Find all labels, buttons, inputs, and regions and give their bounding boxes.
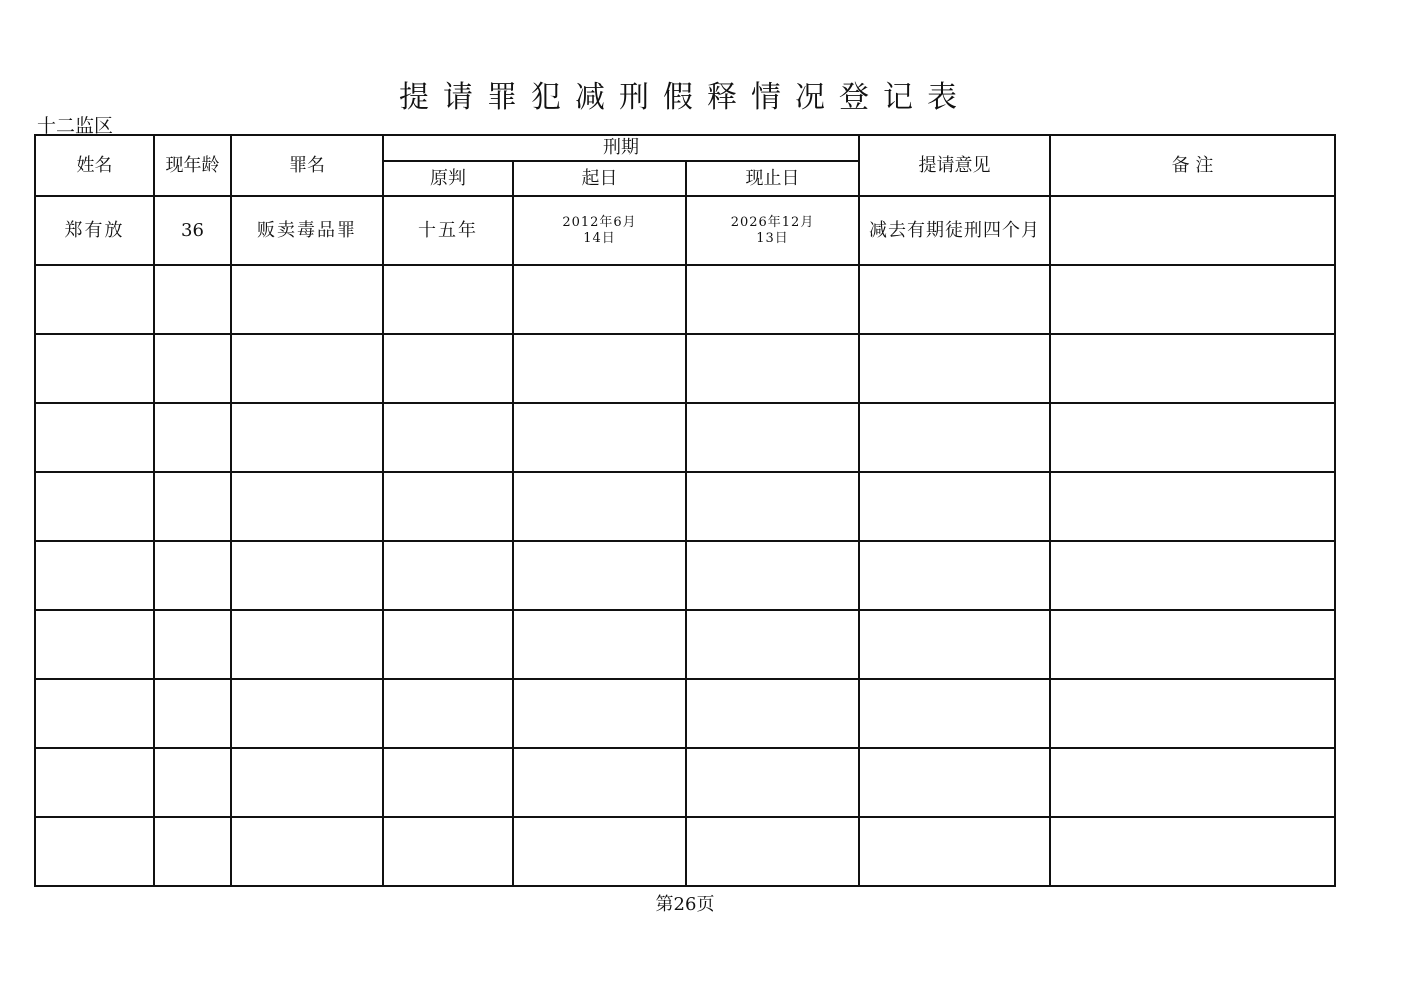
empty-cell [231, 610, 383, 679]
empty-cell [1050, 265, 1335, 334]
empty-table-row [35, 265, 1335, 334]
empty-cell [154, 541, 231, 610]
empty-table-row [35, 748, 1335, 817]
empty-cell [383, 610, 513, 679]
empty-cell [383, 265, 513, 334]
cell-end-date [686, 196, 859, 265]
table-row [35, 196, 1335, 265]
empty-cell [686, 403, 859, 472]
empty-cell [859, 403, 1050, 472]
empty-cell [859, 679, 1050, 748]
header-remarks: 备 注 [1050, 135, 1335, 196]
cell-start-date [513, 196, 686, 265]
empty-cell [513, 472, 686, 541]
empty-cell [1050, 472, 1335, 541]
empty-cell [859, 541, 1050, 610]
empty-cell [686, 265, 859, 334]
empty-cell [859, 817, 1050, 886]
empty-cell [154, 472, 231, 541]
empty-cell [513, 403, 686, 472]
empty-cell [383, 403, 513, 472]
empty-cell [513, 541, 686, 610]
page-title: 提请罪犯减刑假释情况登记表 [399, 80, 971, 115]
empty-cell [513, 610, 686, 679]
empty-cell [686, 472, 859, 541]
empty-table-row [35, 541, 1335, 610]
empty-cell [231, 265, 383, 334]
empty-table-row [35, 817, 1335, 886]
district-label: 十二监区 [37, 115, 114, 137]
empty-cell [35, 610, 154, 679]
header-end-date: 现止日 [686, 161, 859, 196]
register-table [34, 134, 1336, 887]
cell-crime: 贩卖毒品罪 [231, 196, 383, 265]
empty-cell [859, 610, 1050, 679]
empty-cell [859, 748, 1050, 817]
empty-cell [383, 748, 513, 817]
start-date-line-1: 2012年6月 [562, 214, 637, 230]
end-date-line-2: 13日 [756, 230, 789, 246]
empty-cell [231, 748, 383, 817]
start-date-line-2: 14日 [583, 230, 616, 246]
empty-cell [513, 265, 686, 334]
empty-cell [1050, 541, 1335, 610]
header-original: 原判 [383, 161, 513, 196]
empty-cell [231, 334, 383, 403]
empty-cell [513, 817, 686, 886]
empty-cell [35, 541, 154, 610]
header-sentence-group: 刑期 [383, 135, 859, 161]
cell-original: 十五年 [383, 196, 513, 265]
empty-cell [35, 265, 154, 334]
empty-cell [686, 334, 859, 403]
empty-cell [231, 472, 383, 541]
empty-table-row [35, 679, 1335, 748]
empty-cell [231, 817, 383, 886]
empty-cell [686, 748, 859, 817]
header-opinion: 提请意见 [859, 135, 1050, 196]
empty-cell [35, 403, 154, 472]
empty-cell [859, 334, 1050, 403]
empty-cell [1050, 403, 1335, 472]
empty-cell [1050, 817, 1335, 886]
cell-remarks [1050, 196, 1335, 265]
empty-cell [859, 472, 1050, 541]
empty-cell [513, 334, 686, 403]
empty-cell [35, 748, 154, 817]
empty-cell [154, 817, 231, 886]
header-crime: 罪名 [231, 135, 383, 196]
empty-cell [154, 265, 231, 334]
empty-cell [35, 679, 154, 748]
empty-cell [231, 679, 383, 748]
header-start-date: 起日 [513, 161, 686, 196]
empty-cell [513, 679, 686, 748]
header-age: 现年龄 [154, 135, 231, 196]
empty-cell [154, 679, 231, 748]
empty-cell [1050, 679, 1335, 748]
page-number: 第26页 [655, 894, 715, 915]
empty-cell [1050, 748, 1335, 817]
cell-age: 36 [154, 196, 231, 265]
empty-table-row [35, 610, 1335, 679]
empty-cell [686, 679, 859, 748]
empty-cell [859, 265, 1050, 334]
empty-cell [154, 403, 231, 472]
empty-cell [383, 679, 513, 748]
empty-cell [383, 817, 513, 886]
empty-table-row [35, 334, 1335, 403]
empty-cell [686, 541, 859, 610]
header-name: 姓名 [35, 135, 154, 196]
empty-table-row [35, 403, 1335, 472]
empty-table-row [35, 472, 1335, 541]
cell-opinion: 减去有期徒刑四个月 [859, 196, 1050, 265]
header-row-1 [35, 135, 1335, 161]
empty-cell [154, 748, 231, 817]
empty-cell [154, 334, 231, 403]
empty-cell [686, 610, 859, 679]
empty-cell [35, 472, 154, 541]
empty-cell [154, 610, 231, 679]
end-date-line-1: 2026年12月 [730, 214, 815, 230]
cell-name: 郑有放 [35, 196, 154, 265]
empty-cell [231, 541, 383, 610]
empty-cell [383, 334, 513, 403]
empty-cell [513, 748, 686, 817]
empty-cell [383, 541, 513, 610]
empty-cell [383, 472, 513, 541]
empty-cell [1050, 610, 1335, 679]
empty-cell [1050, 334, 1335, 403]
empty-cell [35, 334, 154, 403]
empty-cell [35, 817, 154, 886]
empty-cell [686, 817, 859, 886]
empty-cell [231, 403, 383, 472]
